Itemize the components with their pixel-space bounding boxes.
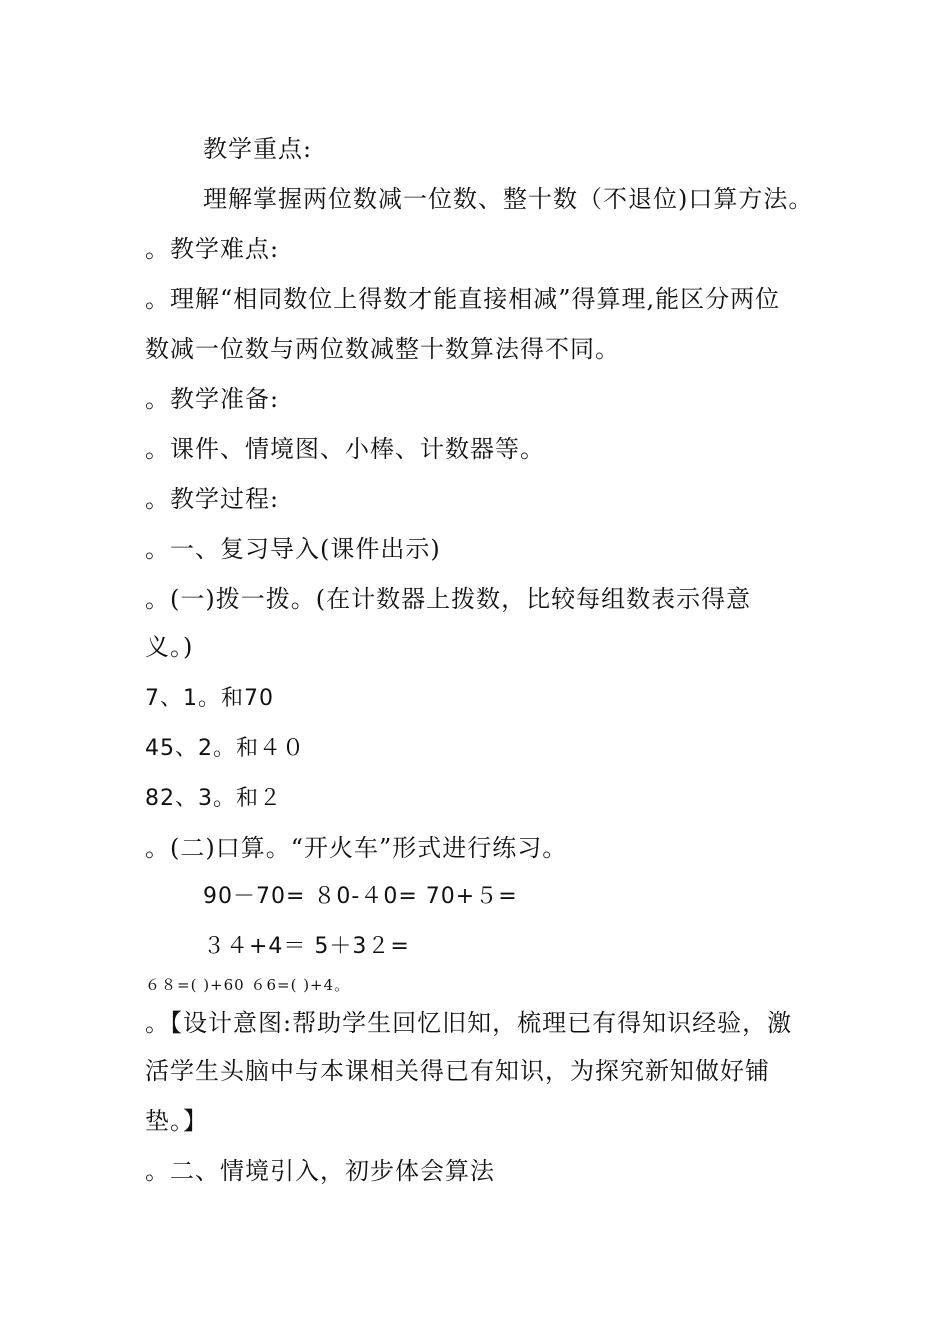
paragraph-difficulty-line-2: 数减一位数与两位数减整十数算法得不同。: [145, 335, 620, 363]
heading-teaching-difficulty: 。教学难点:: [145, 235, 280, 263]
heading-teaching-focus: 教学重点:: [203, 135, 313, 163]
paragraph-preparation-content: 。课件、情境图、小棒、计数器等。: [145, 435, 545, 463]
dial-item-1: 7、1。和70: [145, 686, 274, 711]
design-intent-line-1: 。【设计意图:帮助学生回忆旧知，梳理已有得知识经验，激: [145, 1009, 793, 1037]
exercise-row-2: ３４+4＝ 5＋3２=: [203, 934, 410, 959]
section-two-situation: 。二、情境引入，初步体会算法: [145, 1157, 495, 1185]
subsection-dial-line-1: 。(一)拨一拨。(在计数器上拨数，比较每组数表示得意: [145, 585, 752, 613]
exercise-row-3: ６８=( )+60 ６6=( )+4。: [145, 976, 351, 994]
subsection-dial-line-2: 义。): [145, 633, 194, 661]
design-intent-line-2: 活学生头脑中与本课相关得已有知识，为探究新知做好铺: [145, 1057, 770, 1085]
dial-item-3: 82、3。和２: [145, 786, 282, 811]
heading-teaching-preparation: 。教学准备:: [145, 385, 280, 413]
paragraph-focus-content: 理解掌握两位数减一位数、整十数（不退位)口算方法。: [203, 185, 814, 213]
paragraph-difficulty-line-1: 。理解“相同数位上得数才能直接相减”得算理,能区分两位: [145, 285, 781, 313]
section-one-review: 。一、复习导入(课件出示): [145, 535, 441, 563]
heading-teaching-process: 。教学过程:: [145, 485, 280, 513]
dial-item-2: 45、2。和４０: [145, 736, 305, 761]
subsection-mental-math: 。(二)口算。“开火车”形式进行练习。: [145, 834, 568, 862]
exercise-row-1: 90－70= ８0-４0= 70+５=: [203, 884, 518, 909]
design-intent-line-3: 垫。】: [145, 1107, 208, 1135]
